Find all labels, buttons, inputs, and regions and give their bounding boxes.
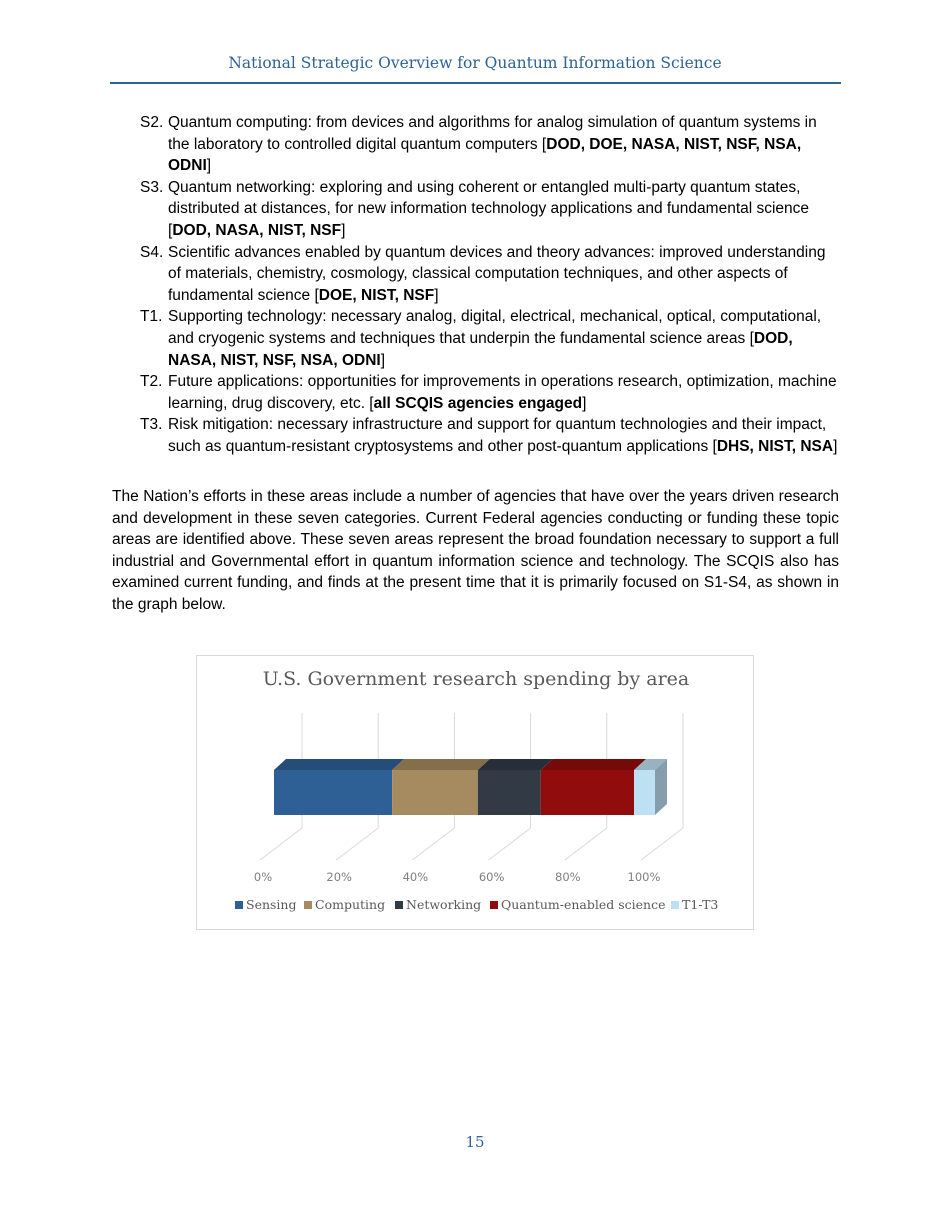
list-item [140, 177, 840, 242]
bar-top-3 [541, 759, 646, 770]
gridline-floor [641, 828, 683, 860]
list-item-description: Future applications: opportunities for improvements in operations research, optimization, machine learning, drug discovery, etc. [ [168, 373, 837, 412]
list-item-close-bracket: ] [380, 351, 386, 369]
tick-label: 20% [326, 870, 352, 884]
gridline-floor [489, 828, 531, 860]
list-item-close-bracket: ] [341, 221, 346, 239]
tick-label: 100% [627, 870, 661, 884]
list-item [140, 306, 840, 371]
list-item-code: T1. [140, 308, 163, 326]
list-item-code: S2. [140, 114, 164, 131]
legend-label-2: Networking [406, 897, 482, 912]
legend-swatch-2 [395, 901, 403, 909]
list-item-agencies: DOD, DOE, NASA, NIST, NSF, NSA, ODNI [168, 135, 802, 175]
list-item-code: T2. [140, 373, 163, 391]
bar-segment-2 [478, 770, 541, 815]
legend-label-3: Quantum-enabled science [501, 897, 666, 912]
tick-label: 0% [253, 870, 273, 884]
gridline-floor [565, 828, 607, 860]
tick-label: 80% [555, 870, 581, 884]
list-item-text [168, 177, 840, 242]
topic-list [140, 112, 840, 458]
legend-label-1: Computing [315, 897, 386, 912]
gridline-floor [260, 828, 302, 860]
list-item-description: Quantum computing: from devices and algorithms for analog simulation of quantum systems in the laboratory to controlled digital quantum computers [ [168, 114, 817, 153]
list-item [140, 414, 840, 457]
gridline-floor [412, 828, 454, 860]
list-item [140, 242, 840, 307]
list-item-code: S3. [140, 178, 164, 196]
legend-swatch-0 [235, 901, 243, 909]
legend-swatch-3 [490, 901, 498, 909]
page-number: 15 [465, 1133, 485, 1151]
list-item-close-bracket: ] [206, 157, 212, 175]
list-item-text [168, 112, 840, 177]
list-item-description: Quantum networking: exploring and using coherent or entangled multi-party quantum states, distributed at distances, for new information technology applications and fundamental science [ [168, 178, 810, 239]
list-item-text [168, 414, 840, 457]
list-item-description: Risk mitigation: necessary infrastructure and support for quantum technologies and their impact, such as quantum-resistant cryptosystems and other post-quantum applications [ [168, 416, 827, 455]
header-divider [110, 82, 841, 84]
list-item-agencies: DOD, NASA, NIST, NSF, NSA, ODNI [168, 329, 793, 369]
legend-label-0: Sensing [246, 897, 297, 912]
bar-segment-1 [392, 770, 478, 815]
body-paragraph: The Nation’s efforts in these areas include a number of agencies that have over the years driven research and development in these seven categories. Current Federal agencies conducting or funding these topic areas are identified above. These seven areas represent the broad foundation necessary to support a full industrial and Governmental effort in quantum information science and technology. The SCQIS also has examined current funding, and finds at the present time that it is primarily focused on S1-S4, as shown in the graph below. [112, 488, 839, 613]
gridline-floor [336, 828, 378, 860]
list-item-text [168, 371, 840, 414]
legend-swatch-1 [304, 901, 312, 909]
list-item [140, 371, 840, 414]
spending-chart [196, 655, 754, 930]
spending-chart-svg [197, 656, 755, 931]
list-item-close-bracket: ] [434, 286, 439, 304]
list-item-code: S4. [140, 243, 164, 261]
list-item-close-bracket: ] [833, 437, 838, 455]
bar-segment-4 [634, 770, 655, 815]
tick-label: 60% [478, 870, 505, 884]
list-item-agencies: DHS, NIST, NSA [716, 437, 834, 455]
list-item-close-bracket: ] [582, 394, 587, 412]
bar-segment-3 [541, 770, 634, 815]
bar-top-1 [392, 759, 490, 770]
list-item-agencies: all SCQIS agencies engaged [373, 394, 583, 412]
list-item-text [168, 306, 840, 371]
legend-swatch-4 [671, 901, 679, 909]
chart-title: U.S. Government research spending by area [262, 668, 690, 690]
page-header-title: National Strategic Overview for Quantum Information Science [228, 54, 722, 72]
list-item-description: Supporting technology: necessary analog, digital, electrical, mechanical, optical, computational, and cryogenic systems and techniques that underpin the fundamental science areas [ [168, 308, 822, 347]
legend-label-4: T1-T3 [682, 897, 719, 912]
tick-label: 40% [402, 870, 429, 884]
list-item-text [168, 242, 840, 307]
list-item-code: T3. [140, 416, 163, 434]
list-item-agencies: DOE, NIST, NSF [318, 286, 435, 304]
list-item [140, 112, 840, 177]
list-item-agencies: DOD, NASA, NIST, NSF [172, 221, 342, 239]
bar-top-2 [478, 759, 553, 770]
bar-segment-0 [274, 770, 392, 815]
bar-top-0 [274, 759, 404, 770]
list-item-description: Scientific advances enabled by quantum devices and theory advances: improved understanding of materials, chemistry, cosmology, classical computation techniques, and other aspects of fundamental science [ [168, 243, 826, 304]
